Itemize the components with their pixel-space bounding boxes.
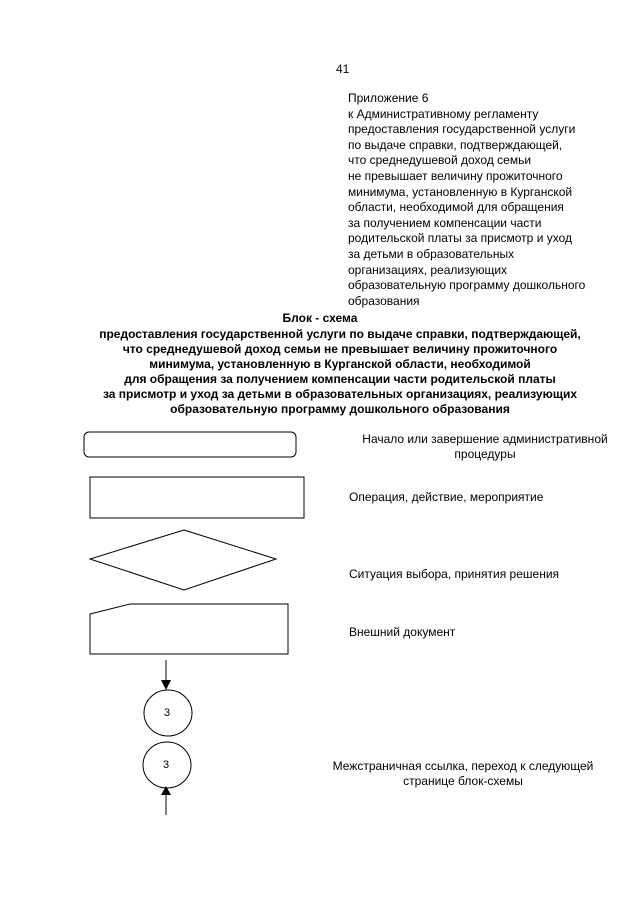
legend-connector-label: [315, 759, 611, 789]
appendix-line: образования: [348, 293, 420, 308]
appendix-line: не превышает величину прожиточного: [348, 168, 563, 183]
process-shape: [90, 477, 304, 518]
connector-ref-number: 3: [164, 707, 171, 719]
legend-terminal-line: Начало или завершение административной: [362, 432, 608, 446]
appendix-line: организациях, реализующих: [348, 262, 508, 277]
legend-process-label: Операция, действие, мероприятие: [349, 490, 544, 504]
legend-terminal-label: [345, 432, 625, 462]
appendix-line: образовательную программу дошкольного: [348, 278, 586, 293]
legend-connector-line: Межстраничная ссылка, переход к следующей: [332, 759, 594, 773]
appendix-line: к Административному регламенту: [348, 106, 539, 121]
legend-connector-line: странице блок-схемы: [403, 774, 523, 788]
decision-shape: [90, 530, 276, 590]
terminal-shape: [84, 432, 296, 457]
legend-decision-label: Ситуация выбора, принятия решения: [349, 567, 560, 581]
appendix-line: Приложение 6: [348, 91, 429, 105]
legend-terminal-line: процедуры: [454, 447, 516, 461]
appendix-line: родительской платы за присмотр и уход: [348, 231, 573, 246]
legend-document-label: Внешний документ: [349, 625, 456, 639]
subtitle-line: минимума, установленную в Курганской области, необходимой: [149, 357, 531, 371]
appendix-line: минимума, установленную в Курганской: [348, 184, 573, 199]
arrow-down-icon: [161, 680, 171, 690]
connector-ref-number: 3: [163, 759, 170, 771]
scheme-title: Блок - схема: [282, 311, 358, 325]
appendix-line: за детьми в образовательных: [348, 246, 515, 261]
subtitle-line: образовательную программу дошкольного образования: [170, 402, 510, 416]
appendix-line: области, необходимой для обращения: [348, 200, 564, 215]
subtitle-line: предоставления государственной услуги по выдаче справки, подтверждающей,: [99, 327, 581, 341]
appendix-line: что среднедушевой доход семьи: [348, 153, 532, 168]
subtitle-line: за присмотр и уход за детьми в образовательных организациях, реализующих: [102, 387, 578, 401]
subtitle-line: для обращения за получением компенсации части родительской платы: [124, 372, 556, 386]
document-shape: [90, 604, 288, 654]
appendix-line: по выдаче справки, подтверждающей,: [348, 137, 563, 152]
page-number: 41: [336, 62, 350, 76]
subtitle-line: что среднедушевой доход семьи не превышает величину прожиточного: [122, 342, 558, 356]
appendix-line: за получением компенсации части: [348, 215, 542, 230]
appendix-line: предоставления государственной услуги: [348, 122, 576, 137]
